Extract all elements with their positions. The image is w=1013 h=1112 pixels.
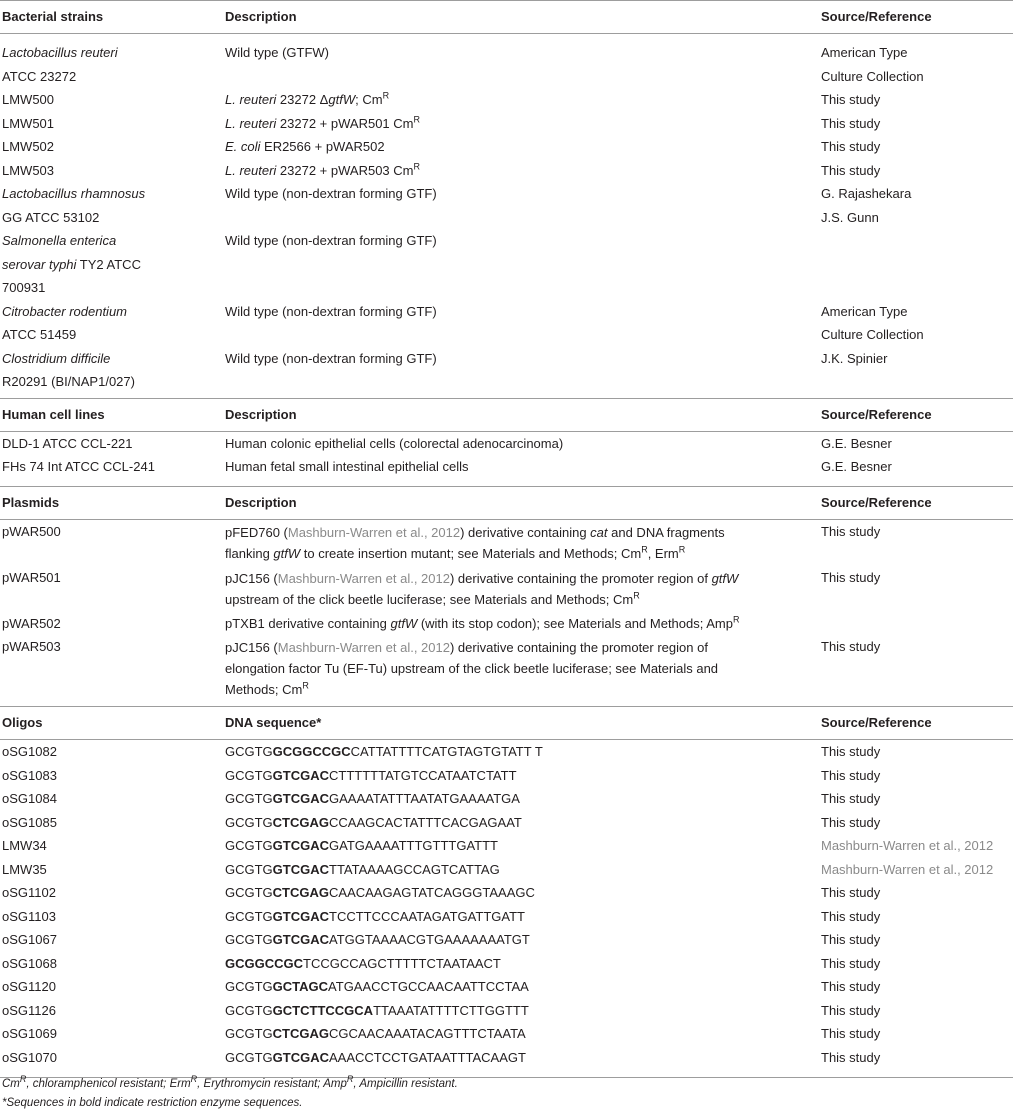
plasmids-header-row: Plasmids Description Source/Reference xyxy=(0,486,1013,519)
oligo-name: oSG1082 xyxy=(2,744,57,759)
table-row: Clostridium difficile R20291 (BI/NAP1/027) Wild type (non-dextran forming GTF) J.K. Spinier xyxy=(2,350,888,389)
oligo-source: This study xyxy=(821,1049,881,1065)
oligo-source: This study xyxy=(821,814,881,830)
table-row xyxy=(0,999,1013,1023)
oligo-name: oSG1085 xyxy=(2,814,57,830)
oligo-sequence: GCGTGGCTAGCATGAACCTGCCAACAATTCCTAA xyxy=(225,979,529,994)
oligo-name: oSG1068 xyxy=(2,955,57,971)
table-row: pWAR502 pTXB1 derivative containing gtfW (with its stop codon); see Materials and Methods; Amp$^R$ xyxy=(2,614,740,631)
oligo-name: oSG1120 xyxy=(2,979,56,994)
oligo-name: oSG1069 xyxy=(2,1026,57,1041)
cells-header-row: Human cell lines Description Source/Reference xyxy=(0,398,1013,431)
table-row xyxy=(0,905,1013,929)
oligo-source: This study xyxy=(821,1026,881,1041)
oligo-name: oSG1070 xyxy=(2,1049,57,1065)
oligo-source: This study xyxy=(821,955,881,971)
table-row xyxy=(0,1022,1013,1046)
oligo-source: Mashburn-Warren et al., 2012 xyxy=(821,838,994,853)
oligo-source: This study xyxy=(821,791,881,806)
table-row xyxy=(0,952,1013,976)
oligo-source: This study xyxy=(821,1002,881,1018)
table-row: LMW501 L. reuteri 23272 + pWAR501 $Cm^R$ This study xyxy=(2,114,881,131)
oligo-source: This study xyxy=(821,979,881,994)
bacteria-header-row xyxy=(0,1,1013,34)
table-row xyxy=(0,811,1013,835)
oligo-sequence: GCGTGGTCGACATGGTAAAACGTGAAAAAAATGT xyxy=(225,932,530,947)
oligo-source: This study xyxy=(821,885,881,900)
oligo-source: This study xyxy=(821,744,881,759)
oligo-source: This study xyxy=(821,767,881,783)
oligos-header-row: Oligos DNA sequence* Source/Reference xyxy=(0,707,1013,740)
oligo-sequence: GCGTGCTCGAGCGCAACAAATACAGTTTCTAATA xyxy=(225,1026,526,1041)
oligo-sequence: GCGTGGTCGACTTATAAAAGCCAGTCATTAG xyxy=(225,861,500,877)
oligo-name: oSG1084 xyxy=(2,791,57,806)
oligo-sequence: GCGTGGTCGACAAACCTCCTGATAATTTACAAGT xyxy=(225,1049,526,1065)
oligo-name: LMW35 xyxy=(2,861,47,877)
oligo-name: oSG1083 xyxy=(2,767,57,783)
table-row: FHs 74 Int ATCC CCL-241 Human fetal small intestinal epithelial cells G.E. Besner xyxy=(2,459,892,474)
oligo-sequence: GCGTGGTCGACGAAAATATTTAATATGAAAATGA xyxy=(225,791,520,806)
oligo-sequence: GCGTGGTCGACGATGAAAATTTGTTTGATTT xyxy=(225,838,499,853)
oligo-sequence: GCGGCCGCTCCGCCAGCTTTTTCTAATAACT xyxy=(225,955,501,971)
table-row xyxy=(0,881,1013,905)
table-row xyxy=(0,1046,1013,1070)
oligo-source: This study xyxy=(821,908,881,924)
table-row: Lactobacillus rhamnosus GG ATCC 53102 Wild type (non-dextran forming GTF) G. Rajashekara J.S. Gunn xyxy=(2,186,912,225)
header-col2: Description xyxy=(221,1,817,34)
table-row xyxy=(0,975,1013,999)
oligo-sequence: GCGTGGTCGACTCCTTCCCAATAGATGATTGATT xyxy=(225,908,525,924)
oligo-sequence: GCGTGGCTCTTCCGCATTAAATATTTTCTTGGTTT xyxy=(225,1002,529,1018)
table-row: pWAR500 pFED760 (Mashburn-Warren et al., 2012) derivative containing cat and DNA fragments flanking gtfW to create insertion mutant; see Materials and Methods; $Cm^R$, Erm$^R$ This study xyxy=(2,523,881,561)
oligo-source: Mashburn-Warren et al., 2012 xyxy=(821,861,994,877)
oligo-name: oSG1103 xyxy=(2,908,56,924)
table-row: Salmonella enterica serovar typhi TY2 ATCC 700931 Wild type (non-dextran forming GTF) xyxy=(2,233,437,295)
table-row: pWAR503 pJC156 (Mashburn-Warren et al., 2012) derivative containing the promoter region of elongation factor Tu (EF-Tu) upstream of the click beetle luciferase; see Materials and Methods; $Cm^R$ This study xyxy=(2,639,881,697)
footnote-resistance: $Cm^R$, chloramphenicol resistant; Erm$^R$, Erythromycin resistant; Amp$^R$, Ampicillin resistant. xyxy=(2,1074,458,1090)
oligo-name: oSG1067 xyxy=(2,932,57,947)
table-row: LMW503 L. reuteri 23272 + pWAR503 $Cm^R$ This study xyxy=(2,161,881,178)
table-row: Lactobacillus reuteri ATCC 23272 Wild type (GTFW) American Type Culture Collection xyxy=(2,45,924,84)
oligo-name: LMW34 xyxy=(2,838,47,853)
table-row xyxy=(0,858,1013,882)
oligo-source: This study xyxy=(821,932,881,947)
table-row: LMW500 L. reuteri 23272 ΔgtfW; $Cm^R$ This study xyxy=(2,90,881,107)
table-row xyxy=(0,928,1013,952)
table-row xyxy=(0,740,1013,764)
table-row xyxy=(0,764,1013,788)
oligo-sequence: GCGTGCTCGAGCCAAGCACTATTTCACGAGAAT xyxy=(225,814,522,830)
table-row xyxy=(0,787,1013,811)
footnote-bold: *Sequences in bold indicate restriction enzyme sequences. xyxy=(2,1097,303,1109)
oligo-name: oSG1126 xyxy=(2,1002,56,1018)
header-col1: Bacterial strains xyxy=(0,1,221,34)
table-row: LMW502 E. coli ER2566 + pWAR502 This study xyxy=(2,139,881,154)
header-col3: Source/Reference xyxy=(817,1,1013,34)
oligo-name: oSG1102 xyxy=(2,885,56,900)
oligo-sequence: GCGTGGTCGACCTTTTTTATGTCCATAATCTATT xyxy=(225,767,517,783)
table-row xyxy=(0,834,1013,858)
oligo-rows xyxy=(0,740,1013,1070)
table-row: DLD-1 ATCC CCL-221 Human colonic epithelial cells (colorectal adenocarcinoma) G.E. Besner xyxy=(2,435,892,451)
table-row: Citrobacter rodentium ATCC 51459 Wild type (non-dextran forming GTF) American Type Culture Collection xyxy=(2,303,924,342)
oligo-sequence: GCGTGGCGGCCGCCATTATTTTCATGTAGTGTATT T xyxy=(225,744,543,759)
table-row: pWAR501 pJC156 (Mashburn-Warren et al., 2012) derivative containing the promoter region of gtfW upstream of the click beetle luciferase; see Materials and Methods; $Cm^R$ This study xyxy=(2,569,881,607)
oligo-sequence: GCGTGCTCGAGCAACAAGAGTATCAGGGTAAAGC xyxy=(225,885,535,900)
